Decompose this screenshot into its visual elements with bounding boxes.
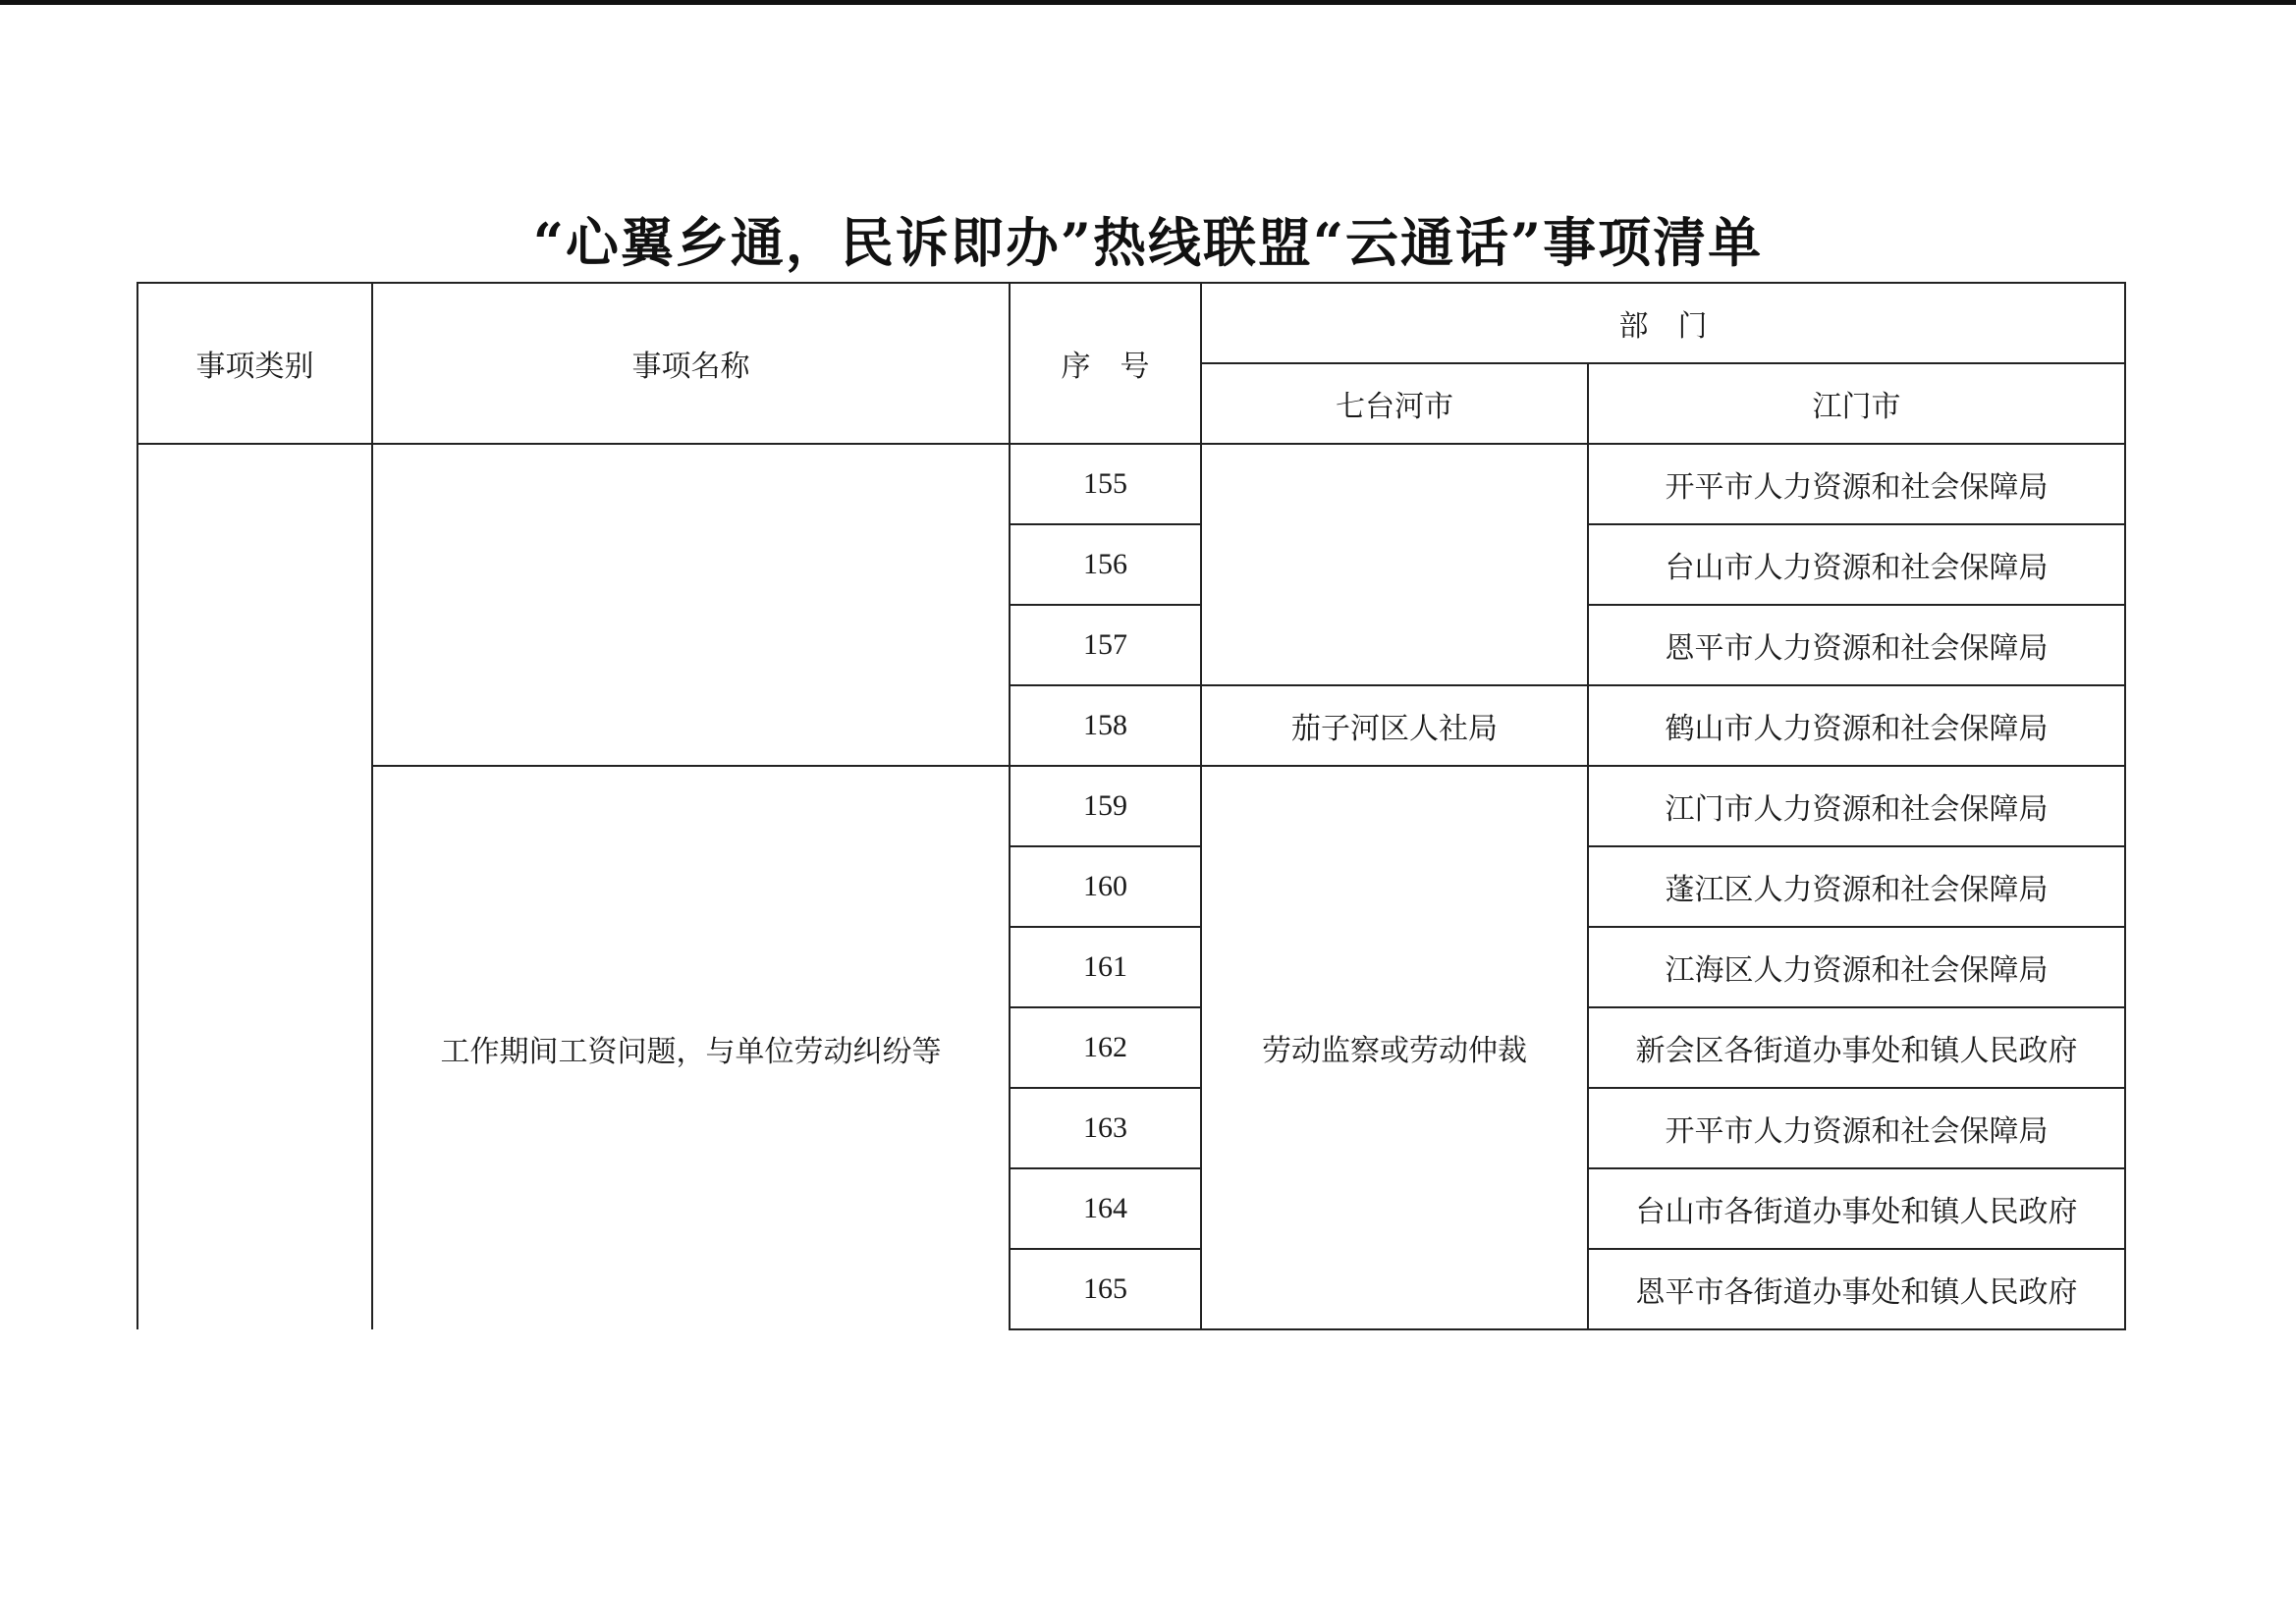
header-category: 事项类别 [137,283,372,444]
seq-cell: 161 [1010,927,1201,1007]
table-row [137,444,2125,524]
header-city-jiangmen: 江门市 [1588,363,2125,444]
seq-cell: 164 [1010,1168,1201,1249]
seq-cell: 156 [1010,524,1201,605]
jiangmen-dept-cell: 恩平市人力资源和社会保障局 [1588,605,2125,685]
item-name-cell: 工作期间工资问题，与单位劳动纠纷等 [372,766,1010,1329]
jiangmen-dept-cell: 开平市人力资源和社会保障局 [1588,444,2125,524]
jiangmen-dept-cell: 台山市人力资源和社会保障局 [1588,524,2125,605]
header-city-qitaihe: 七台河市 [1201,363,1588,444]
table-row [137,766,2125,846]
matters-table [137,282,2126,1330]
qitaihe-dept-cell: 茄子河区人社局 [1201,685,1588,766]
jiangmen-dept-cell: 台山市各街道办事处和镇人民政府 [1588,1168,2125,1249]
seq-cell: 155 [1010,444,1201,524]
scan-top-edge [0,0,2296,5]
seq-cell: 157 [1010,605,1201,685]
jiangmen-dept-cell: 江门市人力资源和社会保障局 [1588,766,2125,846]
jiangmen-dept-cell: 江海区人力资源和社会保障局 [1588,927,2125,1007]
seq-cell: 163 [1010,1088,1201,1168]
category-cell [137,444,372,1329]
jiangmen-dept-cell: 鹤山市人力资源和社会保障局 [1588,685,2125,766]
seq-cell: 162 [1010,1007,1201,1088]
page-title: “心翼乡通，民诉即办”热线联盟“云通话”事项清单 [532,211,1764,274]
item-name-cell [372,444,1010,766]
qitaihe-dept-cell [1201,444,1588,685]
header-seq: 序 号 [1010,283,1201,444]
header-dept: 部 门 [1201,283,2125,363]
seq-cell: 160 [1010,846,1201,927]
qitaihe-dept-cell: 劳动监察或劳动仲裁 [1201,766,1588,1329]
jiangmen-dept-cell: 新会区各街道办事处和镇人民政府 [1588,1007,2125,1088]
seq-cell: 159 [1010,766,1201,846]
jiangmen-dept-cell: 开平市人力资源和社会保障局 [1588,1088,2125,1168]
seq-cell: 158 [1010,685,1201,766]
header-name: 事项名称 [372,283,1010,444]
seq-cell: 165 [1010,1249,1201,1329]
jiangmen-dept-cell: 恩平市各街道办事处和镇人民政府 [1588,1249,2125,1329]
jiangmen-dept-cell: 蓬江区人力资源和社会保障局 [1588,846,2125,927]
